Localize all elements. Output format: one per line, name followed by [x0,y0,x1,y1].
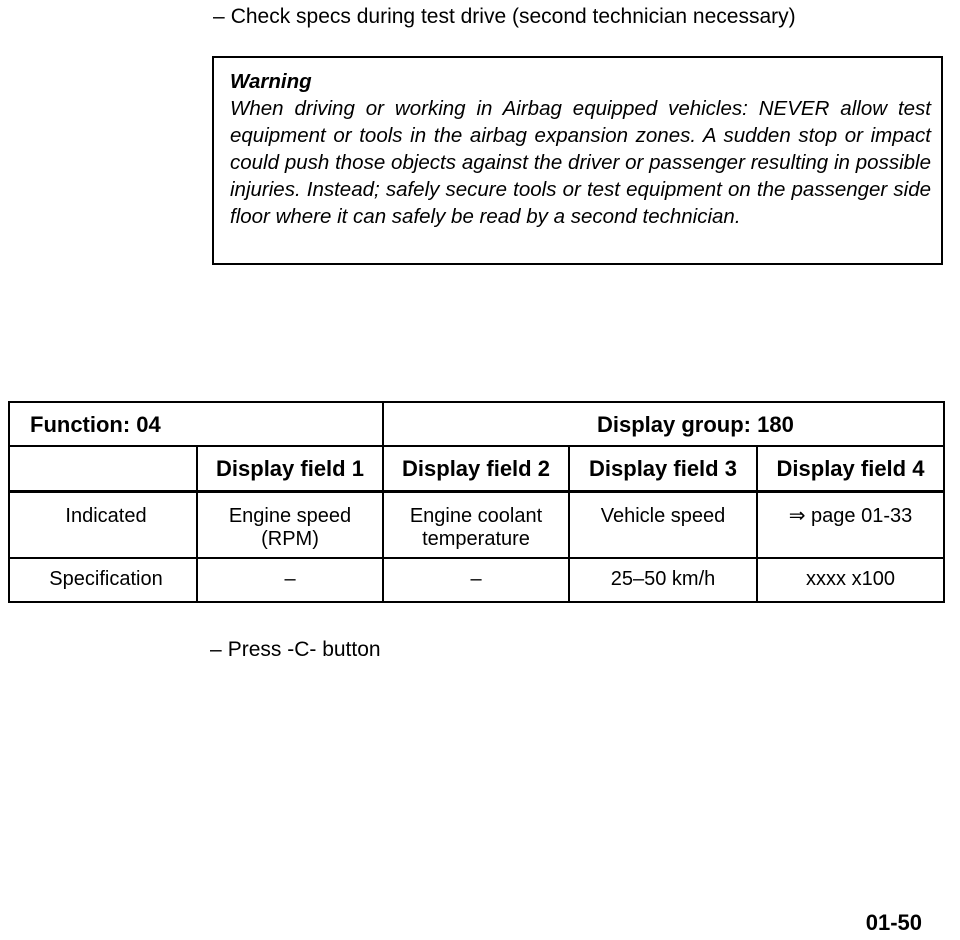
table-title-row [9,402,944,446]
step-press-c-button [210,637,381,663]
column-header: Display field 3 [569,446,757,492]
row-label: Specification [9,558,197,602]
step-dash: – [210,638,222,661]
warning-body: When driving or working in Airbag equipped vehicles: NEVER allow test equipment or tools in the airbag expansion zones. A sudden stop or impact could push those objects against the driver or passenger resulting in possible injuries. Instead; safely secure tools or test equipment on the passenger side floor where it can safely be read by a second technician. [230,97,931,228]
table-cell: 25–50 km/h [569,558,757,602]
display-group-table [8,401,945,603]
column-header-empty [9,446,197,492]
table-cell: – [197,558,383,602]
table-header-row [9,446,944,492]
row-label: Indicated [9,492,197,558]
column-header: Display field 4 [757,446,944,492]
table-cell: – [383,558,569,602]
step-dash: – [213,5,225,28]
display-group-label: Display group: 180 [383,402,944,446]
table-row [9,492,944,558]
table-cell: Vehicle speed [569,492,757,558]
table-cell: xxxx x100 [757,558,944,602]
function-label: Function: 04 [9,402,383,446]
step-check-specs [213,4,796,30]
warning-box [212,56,943,265]
page-reference: ⇒ page 01-33 [757,492,944,558]
table-cell: Engine speed (RPM) [197,492,383,558]
page-number: 01-50 [865,910,922,935]
table-cell: Engine coolant temperature [383,492,569,558]
step-text: Check specs during test drive (second technician necessary) [230,5,796,28]
warning-title: Warning [230,70,312,93]
table-row [9,558,944,602]
column-header: Display field 1 [197,446,383,492]
column-header: Display field 2 [383,446,569,492]
step-text: Press -C- button [227,638,381,661]
